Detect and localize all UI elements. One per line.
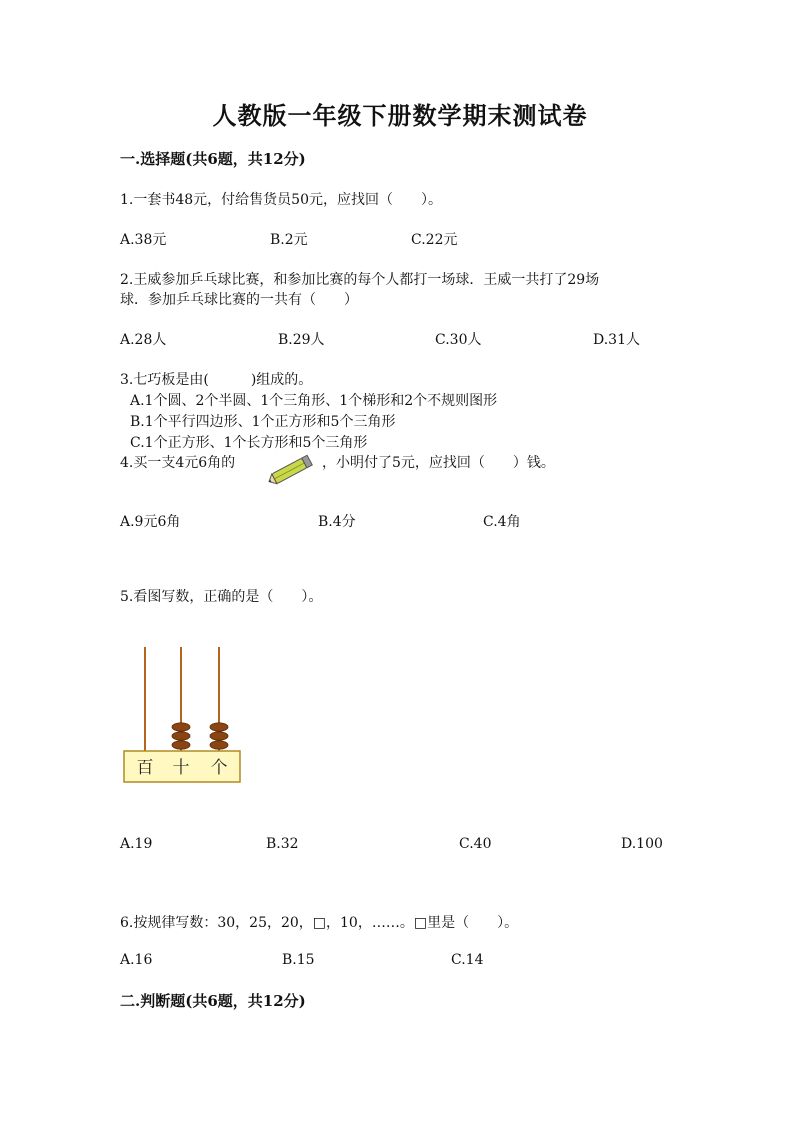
abacus-bead xyxy=(210,732,228,740)
section-heading-choice: 一.选择题(共6题，共12分) xyxy=(120,150,306,168)
q1-option-a: A.38元 xyxy=(120,232,167,248)
q3-option-a: A.1个圆、2个半圆、1个三角形、1个梯形和2个不规则图形 xyxy=(130,393,498,409)
q1-option-c: C.22元 xyxy=(411,232,458,248)
question-6: 6.按规律写数：30，25，20，□，10，……。□里是（ ）。 xyxy=(120,915,519,931)
q5-option-d: D.100 xyxy=(621,836,663,852)
q4-option-c: C.4角 xyxy=(483,514,521,530)
pencil-icon xyxy=(266,448,322,490)
q4-option-a: A.9元6角 xyxy=(120,514,181,530)
q6-option-b: B.15 xyxy=(282,952,315,968)
q3-option-c: C.1个正方形、1个长方形和5个三角形 xyxy=(130,435,368,451)
abacus-bead xyxy=(210,741,228,749)
abacus-label-ones: 个 xyxy=(210,758,228,778)
abacus-bead xyxy=(210,723,228,731)
question-4-part-2: ，小明付了5元，应找回（ ）钱。 xyxy=(322,455,555,471)
question-4-part-1: 4.买一支4元6角的 xyxy=(120,455,236,471)
q6-option-c: C.14 xyxy=(451,952,484,968)
q3-option-b: B.1个平行四边形、1个正方形和5个三角形 xyxy=(130,414,396,430)
abacus-bead xyxy=(172,741,190,749)
q5-option-b: B.32 xyxy=(266,836,299,852)
abacus-figure xyxy=(120,645,244,787)
question-3: 3.七巧板是由( )组成的。 xyxy=(120,372,313,388)
abacus-bead xyxy=(172,732,190,740)
q2-option-a: A.28人 xyxy=(120,332,167,348)
q6-option-a: A.16 xyxy=(120,952,153,968)
question-2-line-1: 2.王威参加乒乓球比赛，和参加比赛的每个人都打一场球．王威一共打了29场 xyxy=(120,272,600,288)
q5-option-c: C.40 xyxy=(459,836,492,852)
abacus-bead xyxy=(172,723,190,731)
question-2-line-2: 球．参加乒乓球比赛的一共有（ ） xyxy=(120,292,358,308)
q5-option-a: A.19 xyxy=(120,836,153,852)
question-5: 5.看图写数，正确的是（ ）。 xyxy=(120,589,323,605)
page-title: 人教版一年级下册数学期末测试卷 xyxy=(212,101,588,130)
abacus-label-hundreds: 百 xyxy=(136,758,154,778)
q2-option-d: D.31人 xyxy=(593,332,640,348)
q2-option-c: C.30人 xyxy=(435,332,482,348)
q4-option-b: B.4分 xyxy=(318,514,356,530)
q1-option-b: B.2元 xyxy=(270,232,308,248)
q2-option-b: B.29人 xyxy=(278,332,325,348)
section-heading-judgement: 二.判断题(共6题，共12分) xyxy=(120,992,306,1010)
abacus-label-tens: 十 xyxy=(172,758,190,778)
question-1: 1.一套书48元，付给售货员50元，应找回（ ）。 xyxy=(120,192,442,208)
